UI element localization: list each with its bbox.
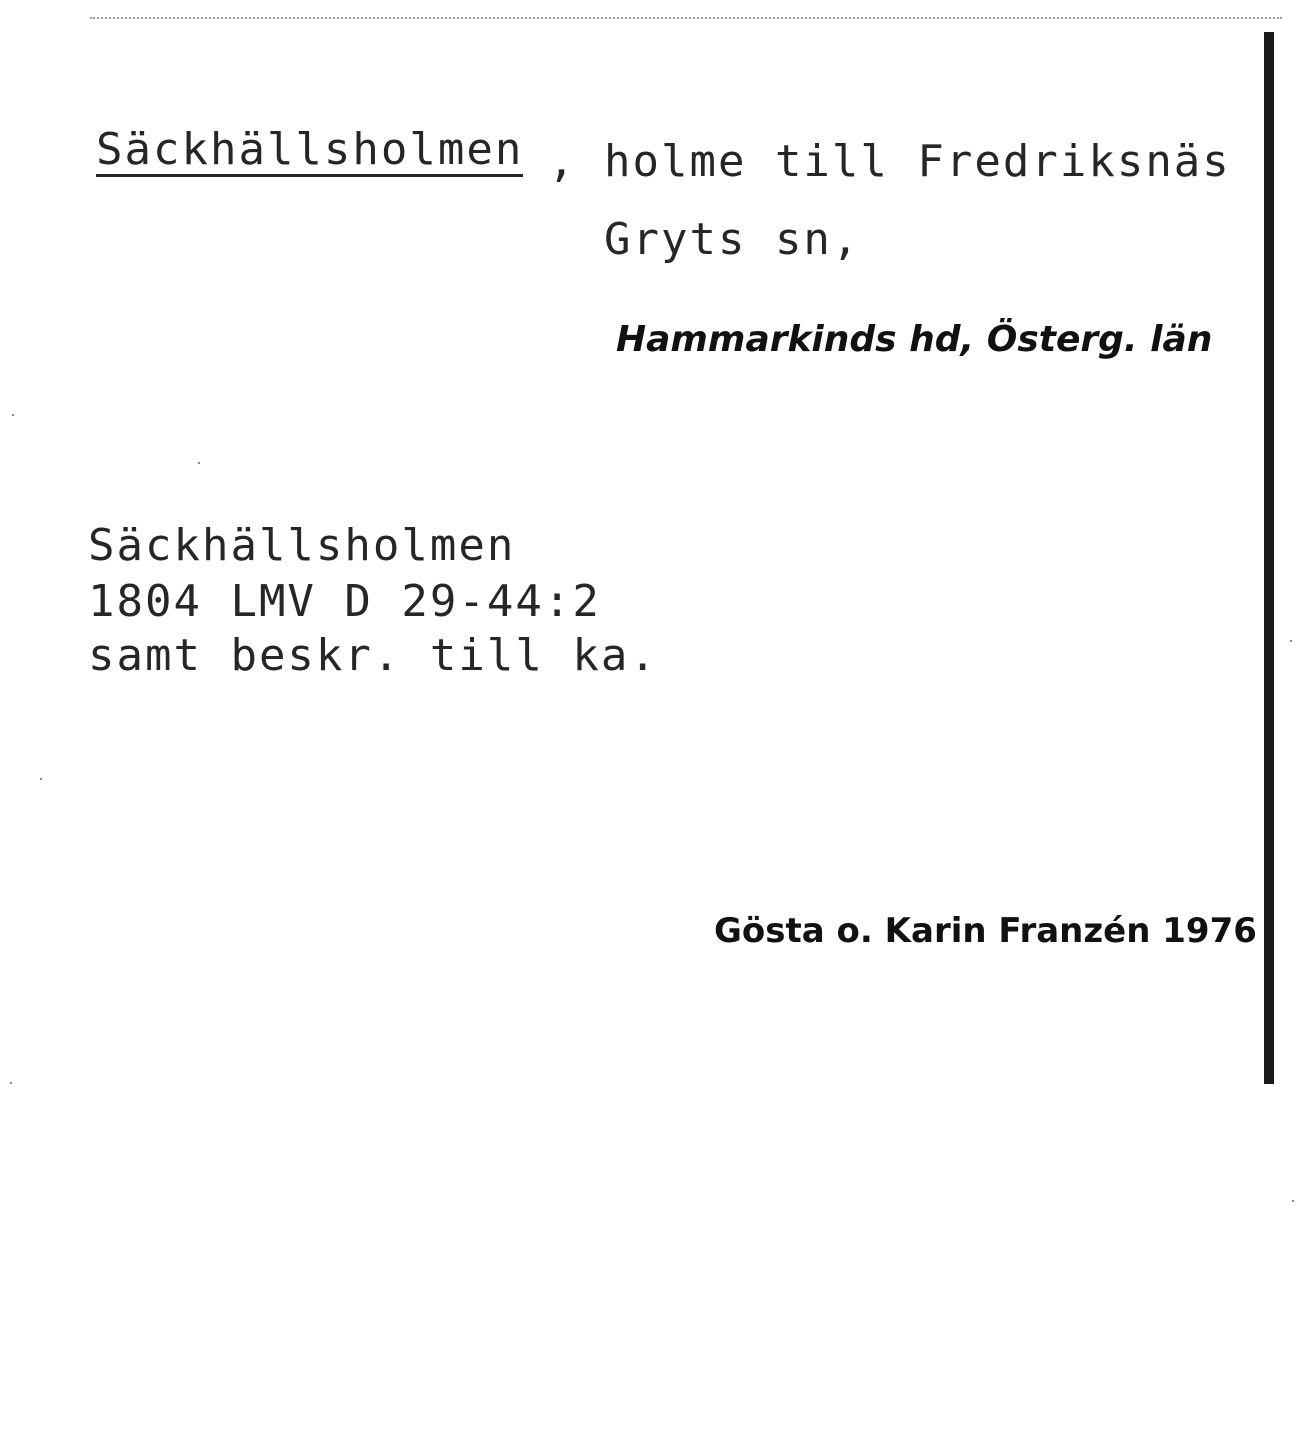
district-stamp: Hammarkinds hd, Österg. län (616, 319, 1213, 360)
scan-speck (12, 414, 14, 416)
scan-speck (198, 462, 200, 464)
credit-stamp: Gösta o. Karin Franzén 1976 (714, 911, 1257, 951)
scan-speck (1290, 640, 1292, 642)
card-right-edge (1264, 32, 1274, 1084)
scan-speck (1292, 1200, 1294, 1202)
scan-speck (10, 1082, 12, 1084)
place-description: holme till Fredriksnäs (604, 136, 1231, 187)
headword-comma: , (548, 136, 577, 187)
entry-reference: 1804 LMV D 29-44:2 (88, 576, 601, 627)
entry-note: samt beskr. till ka. (88, 630, 658, 681)
scan-speck (40, 778, 42, 780)
card-top-edge (90, 17, 1282, 19)
entry-name: Säckhällsholmen (88, 520, 516, 571)
parish: Gryts sn, (604, 214, 861, 265)
headword: Säckhällsholmen (96, 124, 524, 175)
